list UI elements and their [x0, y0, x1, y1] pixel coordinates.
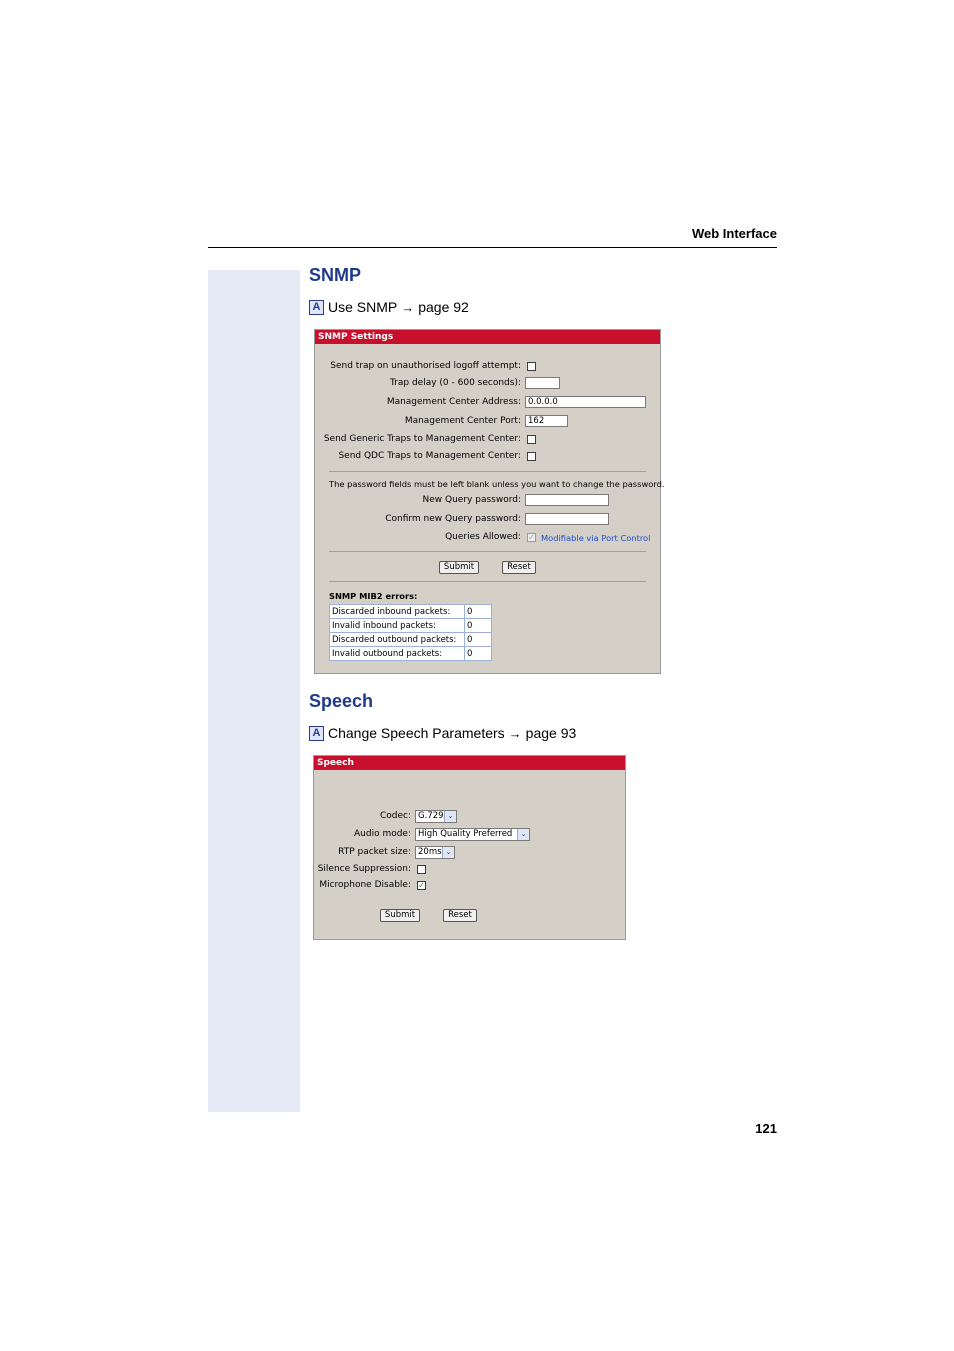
mib-value: 0 [465, 633, 492, 647]
mib-label: Discarded outbound packets: [330, 633, 465, 647]
send-trap-label: Send trap on unauthorised logoff attempt: [330, 361, 521, 371]
microphone-row [314, 879, 625, 893]
mib-errors-table [329, 604, 492, 661]
speech-reference [309, 725, 576, 741]
divider [329, 581, 646, 582]
running-header: Web Interface [691, 226, 777, 241]
table-row [330, 605, 492, 619]
speech-ref-text: Change Speech Parameters [328, 725, 505, 741]
audio-mode-label: Audio mode: [354, 829, 411, 839]
microphone-label: Microphone Disable: [319, 880, 411, 890]
page-number: 121 [755, 1121, 777, 1136]
snmp-heading: SNMP [309, 265, 362, 285]
mib-value: 0 [465, 647, 492, 661]
rtp-row [314, 846, 625, 860]
send-trap-checkbox[interactable] [527, 362, 536, 371]
mgmt-port-label: Management Center Port: [404, 416, 521, 426]
trap-delay-input[interactable] [525, 377, 560, 389]
admin-a-icon: A [309, 300, 324, 315]
table-row [330, 619, 492, 633]
queries-allowed-checkbox: ✓ [528, 533, 535, 542]
snmp-ref-text: Use SNMP [328, 299, 398, 315]
qdc-traps-row [315, 450, 660, 464]
mgmt-port-input[interactable]: 162 [525, 415, 568, 427]
audio-mode-row [314, 828, 625, 842]
margin-band [208, 270, 300, 1112]
confirm-query-label: Confirm new Query password: [385, 514, 521, 524]
mib-label: Invalid inbound packets: [330, 619, 465, 633]
mib-errors-title: SNMP MIB2 errors: [329, 591, 418, 601]
snmp-ref-page[interactable]: page 92 [418, 299, 469, 315]
speech-submit-button[interactable]: Submit [380, 909, 420, 922]
queries-allowed-label: Queries Allowed: [445, 532, 521, 542]
mib-value: 0 [465, 619, 492, 633]
panel-title-bar: Speech [314, 756, 625, 770]
arrow-right-icon: → [401, 299, 415, 315]
trap-delay-label: Trap delay (0 - 600 seconds): [390, 378, 521, 388]
mgmt-address-row [315, 396, 660, 410]
silence-checkbox[interactable] [417, 865, 426, 874]
admin-a-icon: A [309, 726, 324, 741]
speech-panel [313, 755, 626, 940]
snmp-reset-button[interactable]: Reset [502, 561, 536, 574]
mib-value: 0 [465, 605, 492, 619]
arrow-right-icon: → [508, 725, 522, 741]
silence-label: Silence Suppression: [317, 864, 411, 874]
chevron-down-icon: ⌄ [444, 811, 456, 822]
divider [329, 551, 646, 552]
codec-value: G.729 [418, 811, 444, 821]
port-control-link[interactable]: Modifiable via Port Control [541, 533, 651, 543]
generic-traps-checkbox[interactable] [527, 435, 536, 444]
silence-row [314, 863, 625, 877]
trap-delay-row [315, 377, 660, 391]
microphone-checkbox[interactable]: ✓ [418, 881, 425, 890]
speech-heading: Speech [309, 691, 374, 711]
codec-select[interactable] [415, 810, 457, 823]
codec-label: Codec: [379, 811, 411, 821]
generic-traps-row [315, 433, 660, 447]
panel-title-bar: SNMP Settings [315, 330, 660, 344]
mgmt-port-row [315, 415, 660, 429]
generic-traps-label: Send Generic Traps to Management Center: [323, 434, 521, 444]
chevron-down-icon: ⌄ [442, 847, 454, 858]
password-note: The password fields must be left blank unless you want to change the password. [329, 479, 665, 489]
queries-allowed-row [315, 531, 660, 545]
confirm-query-password-input[interactable] [525, 513, 609, 525]
header-rule [208, 247, 777, 248]
send-trap-row [315, 360, 660, 374]
new-query-label: New Query password: [422, 495, 521, 505]
audio-mode-select[interactable] [415, 828, 530, 841]
snmp-reference [309, 299, 469, 315]
mgmt-address-label: Management Center Address: [386, 397, 521, 407]
qdc-traps-checkbox[interactable] [527, 452, 536, 461]
table-row [330, 647, 492, 661]
mib-label: Discarded inbound packets: [330, 605, 465, 619]
mib-label: Invalid outbound packets: [330, 647, 465, 661]
rtp-label: RTP packet size: [338, 847, 411, 857]
rtp-value: 20ms [418, 847, 442, 857]
audio-mode-value: High Quality Preferred [418, 829, 513, 839]
codec-row [314, 810, 625, 824]
mgmt-address-input[interactable]: 0.0.0.0 [525, 396, 646, 408]
speech-reset-button[interactable]: Reset [443, 909, 477, 922]
snmp-submit-button[interactable]: Submit [439, 561, 479, 574]
new-query-row [315, 494, 660, 508]
snmp-settings-panel [314, 329, 665, 674]
rtp-select[interactable] [415, 846, 455, 859]
speech-ref-page[interactable]: page 93 [525, 725, 577, 741]
chevron-down-icon: ⌄ [517, 829, 529, 840]
confirm-query-row [315, 513, 660, 527]
qdc-traps-label: Send QDC Traps to Management Center: [338, 451, 521, 461]
new-query-password-input[interactable] [525, 494, 609, 506]
table-row [330, 633, 492, 647]
divider [329, 471, 646, 472]
